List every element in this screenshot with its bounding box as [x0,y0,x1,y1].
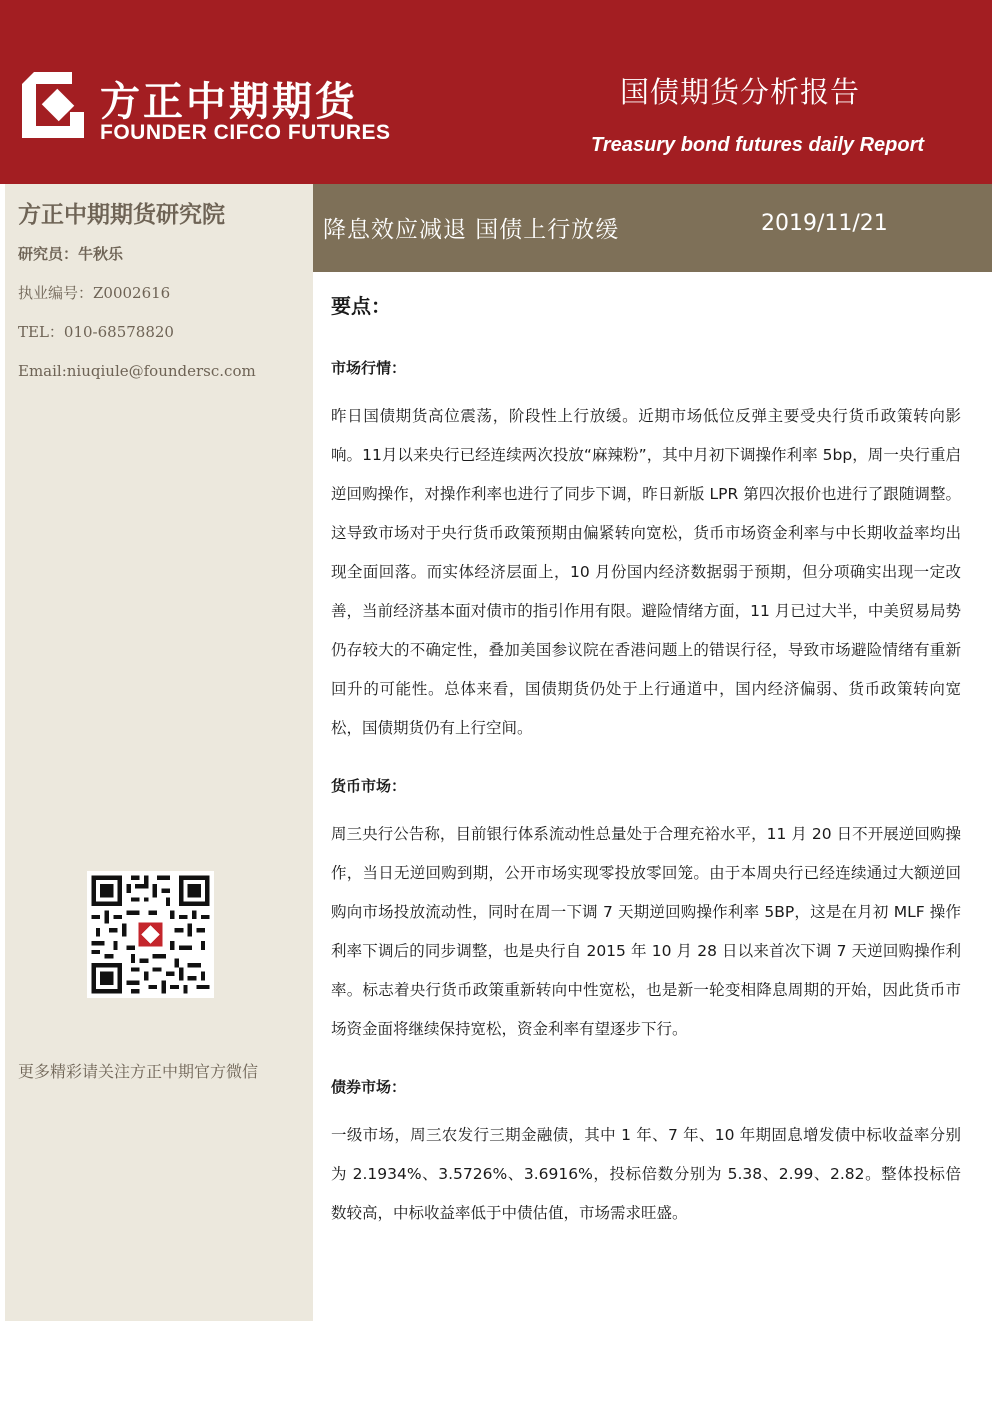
email-link[interactable]: Email:niuqiule@foundersc.com [18,362,256,380]
section-heading-market: 市场行情： [331,359,407,377]
title-bar [313,184,992,272]
report-type-en: Treasury bond futures daily Report [591,134,925,156]
founder-logo-icon [22,72,84,138]
report-header [0,0,992,184]
institute-name: 方正中期期货研究院 [18,202,225,228]
sidebar [5,184,313,1321]
section-heading-money: 货币市场： [331,777,407,795]
telephone: TEL：010-68578820 [18,323,174,341]
researcher-name: 研究员：牛秋乐 [18,245,124,263]
section-body-market: 昨日国债期货高位震荡，阶段性上行放缓。近期市场低位反弹主要受央行货币政策转向影响。11月以来央行已经连续两次投放“麻辣粉”，其中月初下调操作利率 5bp，周一央行重启逆回购操作，对操作利率也进行了同步下调，昨日新版 LPR 第四次报价也进行了跟随调整。这导致市场对于央行货币政策预期由偏紧转向宽松，货币市场资金利率与中长期收益率均出现全面回落。而实体经济层面上，10 月份国内经济数据弱于预期，但分项确实出现一定改善，当前经济基本面对债市的指引作用有限。避险情绪方面，11 月已过大半，中美贸易局势仍存较大的不确定性，叠加美国参议院在香港问题上的错误行径，导致市场避险情绪有重新回升的可能性。总体来看，国债期货仍处于上行通道中，国内经济偏弱、货币政策转向宽松，国债期货仍有上行空间。 [331,407,961,737]
document-title: 降息效应减退 国债上行放缓 [323,217,620,243]
section-heading-bond: 债券市场： [331,1078,407,1096]
license-number: 执业编号：Z0002616 [18,284,171,302]
section-body-money: 周三央行公告称，目前银行体系流动性总量处于合理充裕水平，11 月 20 日不开展逆回购操作，当日无逆回购到期，公开市场实现零投放零回笼。由于本周央行已经连续通过大额逆回购向市场投放流动性，同时在周一下调 7 天期逆回购操作利率 5BP，这是在月初 MLF 操作利率下调后的同步调整，也是央行自 2015 年 10 月 28 日以来首次下调 7 天逆回购操作利率。标志着央行货币政策重新转向中性宽松，也是新一轮变相降息周期的开始，因此货币市场资金面将继续保持宽松，资金利率有望逐步下行。 [331,825,961,1038]
main-content [331,288,961,1233]
section-body-bond: 一级市场，周三农发行三期金融债，其中 1 年、7 年、10 年期固息增发债中标收益率分别为 2.1934%、3.5726%、3.6916%，投标倍数分别为 5.38、2.99、2.82。整体投标倍数较高，中标收益率低于中债估值，市场需求旺盛。 [331,1126,961,1222]
document-date: 2019/11/21 [761,211,888,236]
key-points-heading: 要点： [331,294,391,318]
brand-name-en: FOUNDER CIFCO FUTURES [100,121,391,144]
report-type-cn: 国债期货分析报告 [620,75,861,109]
qr-caption: 更多精彩请关注方正中期官方微信 [18,1062,259,1081]
brand-name-cn: 方正中期期货 [100,79,358,125]
wechat-qr-code-icon [87,871,214,998]
